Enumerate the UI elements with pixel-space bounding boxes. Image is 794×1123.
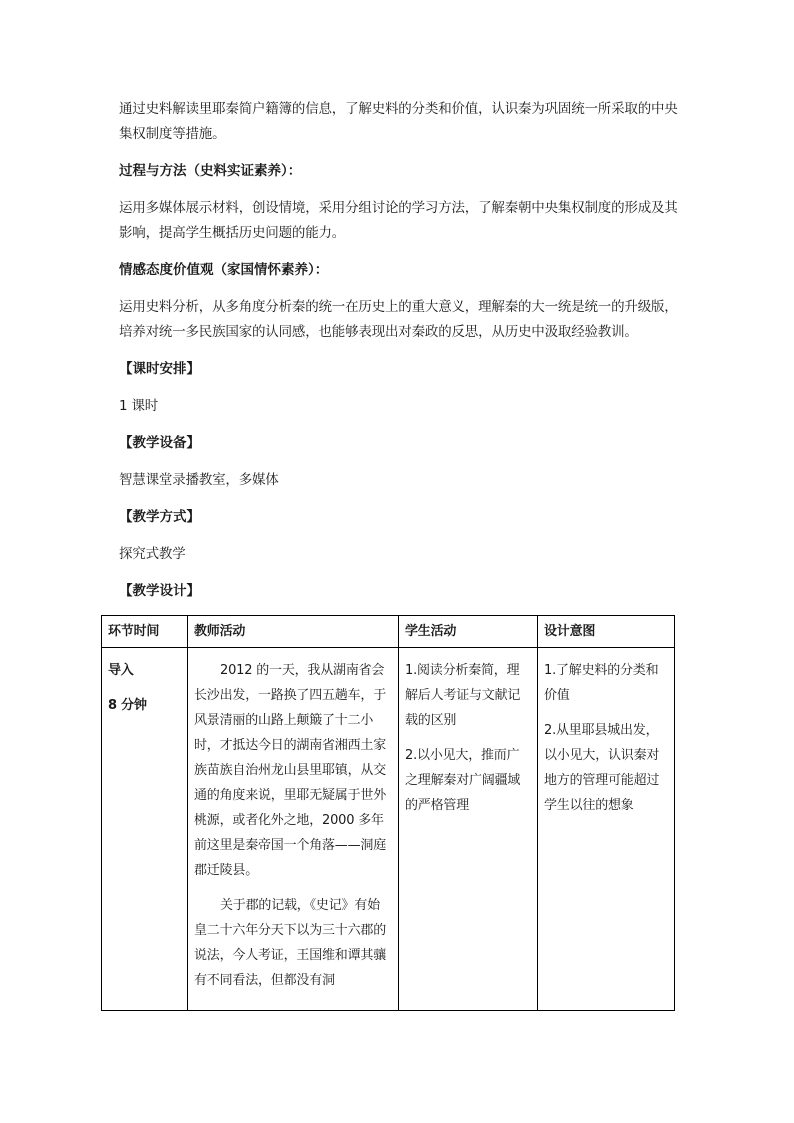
- student-activity-cell: [399, 648, 538, 1011]
- method-text: 探究式教学: [119, 546, 186, 562]
- equipment-heading: 【教学设备】: [119, 435, 200, 451]
- stage-label: 导入: [108, 663, 134, 678]
- table-row: [102, 648, 675, 1011]
- design-heading: 【教学设计】: [119, 583, 200, 599]
- emotion-text: 运用史料分析，从多角度分析秦的统一在历史上的重大意义，理解秦的大一统是统一的升级版，培养对统一多民族国家的认同感，也能够表现出对秦政的反思，从历史中汲取经验教训。: [119, 299, 678, 340]
- student-activity-item: 1.阅读分析秦简，理解后人考证与文献记载的区别: [405, 663, 521, 728]
- design-intent-item: 2.从里耶县城出发，以小见大，认识秦对地方的管理可能超过学生以往的想象: [544, 723, 660, 813]
- design-intent-cell: [538, 648, 675, 1011]
- intro-paragraph: 通过史料解读里耶秦简户籍簿的信息，了解史料的分类和价值，认识秦为巩固统一所采取的中央集权制度等措施。: [119, 101, 678, 142]
- header-design-intent: 设计意图: [538, 616, 675, 648]
- student-activity-item: 2.以小见大，推而广之理解秦对广阔疆域的严格管理: [405, 748, 521, 813]
- table-header-row: [102, 616, 675, 648]
- teacher-activity-paragraph: 2012 的一天，我从湖南省会长沙出发，一路换了四五趟车，于风景清丽的山路上颠簸了十二小时，才抵达今日的湖南省湘西土家族苗族自治州龙山县里耶镇，从交通的角度来说，里耶无疑属于世外桃源，或者化外之地，2000 多年前这里是秦帝国一个角落——洞庭郡迁陵县。: [194, 663, 387, 878]
- schedule-heading: 【课时安排】: [119, 361, 200, 377]
- process-text: 运用多媒体展示材料，创设情境，采用分组讨论的学习方法，了解秦朝中央集权制度的形成及其影响，提高学生概括历史问题的能力。: [119, 200, 678, 241]
- emotion-heading: 情感态度价值观（家国情怀素养）：: [119, 262, 329, 278]
- header-teacher-activity: 教师活动: [188, 616, 399, 648]
- method-heading: 【教学方式】: [119, 509, 200, 525]
- process-heading: 过程与方法（史料实证素养）：: [119, 163, 302, 179]
- equipment-text: 智慧课堂录播教室，多媒体: [119, 472, 279, 488]
- time-label: 8 分钟: [108, 698, 147, 713]
- design-intent-item: 1.了解史料的分类和价值: [544, 663, 659, 703]
- teaching-design-table: [101, 615, 675, 1011]
- schedule-text: 1 课时: [119, 398, 159, 414]
- teacher-activity-paragraph: 关于郡的记载，《史记》有始皇二十六年分天下以为三十六郡的说法，今人考证，王国维和谭其骧有不同看法，但都没有洞: [194, 898, 387, 988]
- document-body: [119, 97, 679, 604]
- teacher-activity-cell: [188, 648, 399, 1011]
- header-stage-time: 环节时间: [102, 616, 188, 648]
- stage-time-cell: [102, 648, 188, 1011]
- header-student-activity: 学生活动: [399, 616, 538, 648]
